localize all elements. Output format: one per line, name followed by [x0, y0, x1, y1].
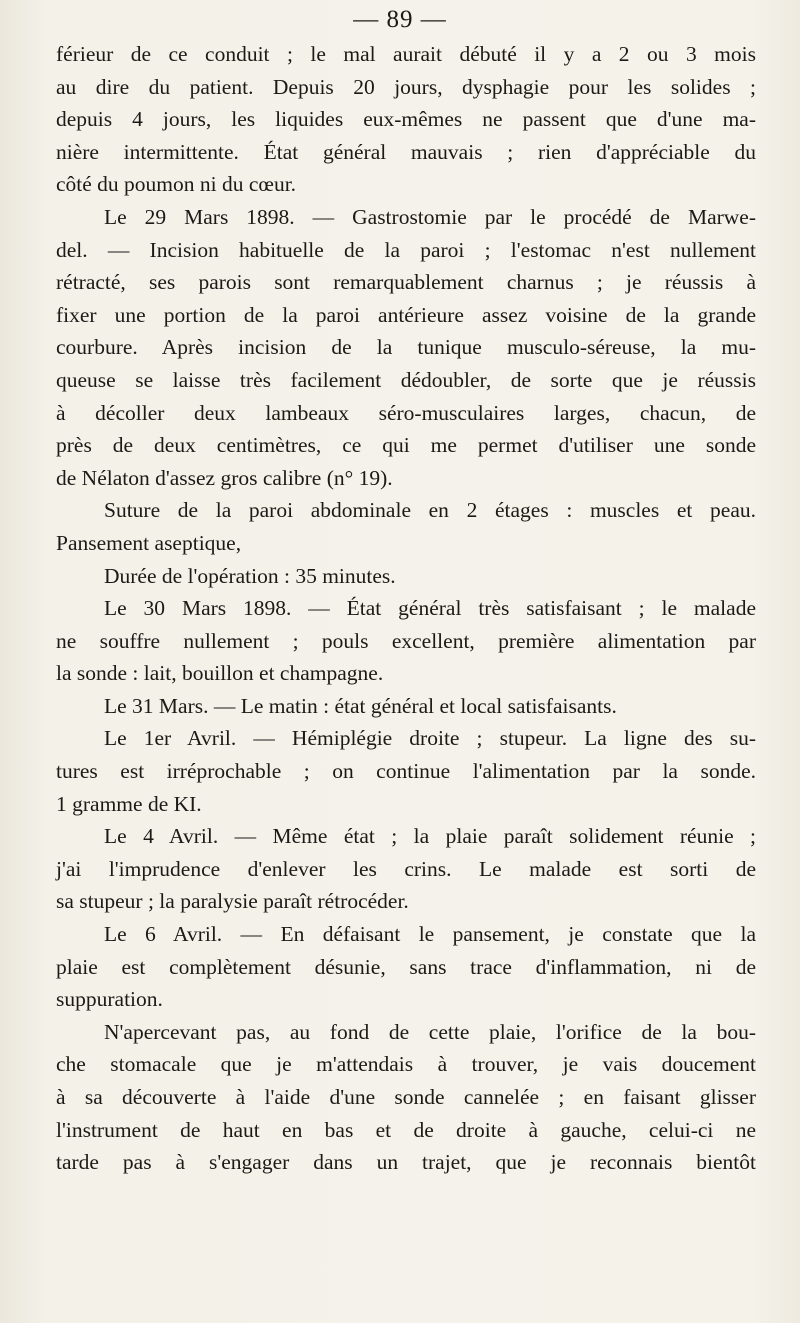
text-line: Le 1er Avril. — Hémiplégie droite ; stupeur. La ligne des su-	[104, 726, 756, 751]
text-line: l'instrument de haut en bas et de droite à gauche, celui-ci ne	[56, 1117, 756, 1142]
text-line: Durée de l'opération : 35 minutes.	[104, 563, 396, 588]
text-line: ne souffre nullement ; pouls excellent, première alimentation par	[56, 628, 756, 653]
text-line: à décoller deux lambeaux séro-musculaires larges, chacun, de	[56, 400, 756, 425]
text-line: rétracté, ses parois sont remarquablement charnus ; je réussis à	[56, 270, 756, 295]
text-line: à sa découverte à l'aide d'une sonde cannelée ; en faisant glisser	[56, 1085, 756, 1109]
text-line: côté du poumon ni du cœur.	[56, 172, 297, 197]
body-text	[56, 38, 756, 1179]
text-line: Le 31 Mars. — Le matin : état général et local satisfaisants.	[104, 693, 617, 718]
text-line: de Nélaton d'assez gros calibre (n° 19).	[56, 465, 393, 490]
text-line: près de deux centimètres, ce qui me permet d'utiliser une sonde	[56, 433, 756, 458]
text-line: au dire du patient. Depuis 20 jours, dysphagie pour les solides ;	[56, 74, 756, 99]
paragraph	[56, 1016, 756, 1179]
paragraph	[56, 722, 756, 820]
text-line: nière intermittente. État général mauvais ; rien d'appréciable du	[56, 139, 756, 164]
text-line: Le 30 Mars 1898. — État général très satisfaisant ; le malade	[104, 596, 756, 621]
text-line: Le 29 Mars 1898. — Gastrostomie par le procédé de Marwe-	[104, 204, 756, 229]
text-line: suppuration.	[56, 987, 163, 1012]
text-line: 1 gramme de KI.	[56, 791, 202, 816]
text-line: depuis 4 jours, les liquides eux-mêmes ne passent que d'une ma-	[56, 107, 756, 132]
text-line: Le 6 Avril. — En défaisant le pansement, je constate que la	[104, 922, 756, 947]
text-line: courbure. Après incision de la tunique musculo-séreuse, la mu-	[56, 335, 756, 360]
text-line: férieur de ce conduit ; le mal aurait débuté il y a 2 ou 3 mois	[56, 42, 756, 66]
text-line: tures est irréprochable ; on continue l'alimentation par la sonde.	[56, 759, 756, 784]
paragraph	[56, 592, 756, 690]
text-line: che stomacale que je m'attendais à trouver, je vais doucement	[56, 1052, 756, 1077]
text-line: fixer une portion de la paroi antérieure assez voisine de la grande	[56, 302, 756, 327]
text-line: sa stupeur ; la paralysie paraît rétrocéder.	[56, 889, 409, 914]
text-line: Suture de la paroi abdominale en 2 étages : muscles et peau.	[104, 498, 756, 523]
text-line: Le 4 Avril. — Même état ; la plaie paraît solidement réunie ;	[104, 824, 756, 849]
text-line: queuse se laisse très facilement dédoubler, de sorte que je réussis	[56, 367, 756, 392]
text-line: la sonde : lait, bouillon et champagne.	[56, 661, 384, 686]
text-line: j'ai l'imprudence d'enlever les crins. Le malade est sorti de	[56, 856, 756, 881]
text-line: del. — Incision habituelle de la paroi ; l'estomac n'est nullement	[56, 237, 756, 262]
paragraph	[56, 560, 756, 593]
text-line: Pansement aseptique,	[56, 530, 242, 555]
page-number: — 89 —	[353, 6, 447, 33]
text-line: tarde pas à s'engager dans un trajet, que je reconnais bientôt	[56, 1150, 756, 1175]
paragraph	[56, 690, 756, 723]
text-line: plaie est complètement désunie, sans trace d'inflammation, ni de	[56, 954, 756, 979]
paragraph	[56, 38, 756, 201]
paragraph	[56, 201, 756, 494]
paragraph	[56, 494, 756, 559]
text-line: N'apercevant pas, au fond de cette plaie, l'orifice de la bou-	[104, 1019, 756, 1044]
paragraph	[56, 820, 756, 918]
paragraph	[56, 918, 756, 1016]
